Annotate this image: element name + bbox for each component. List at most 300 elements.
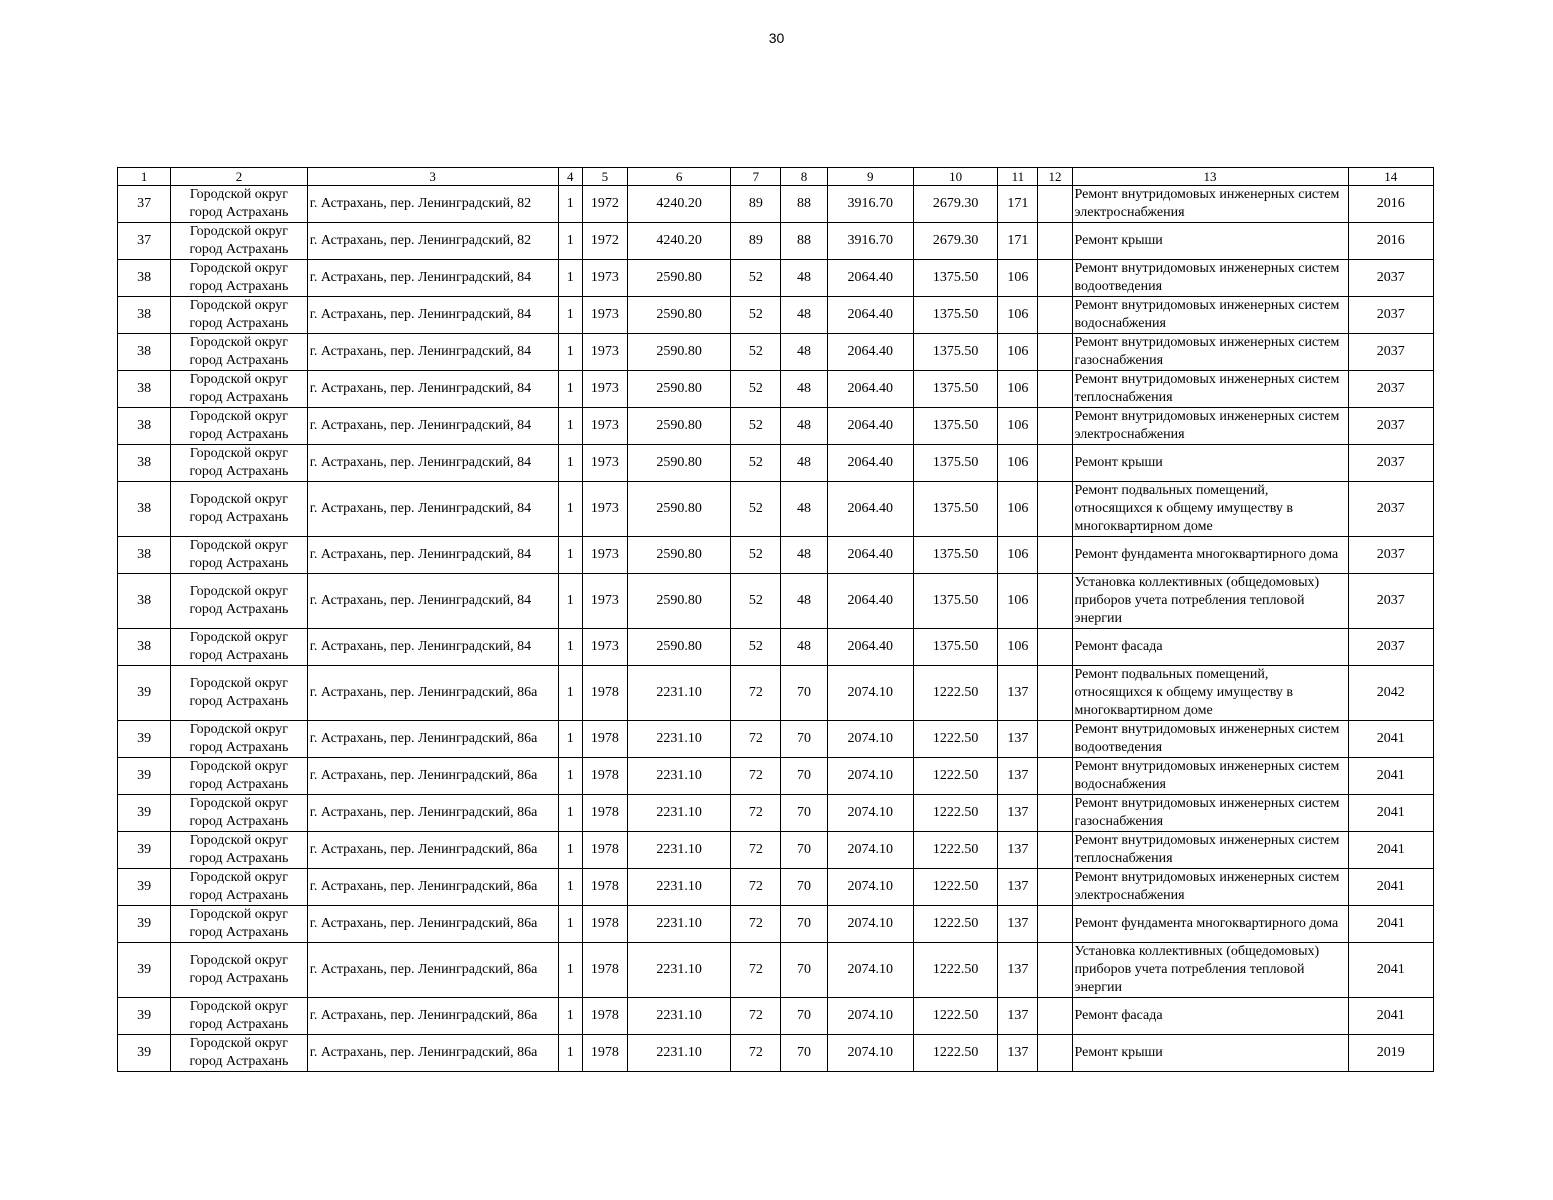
cell-col11: 106 xyxy=(998,445,1038,482)
cell-year-built: 1978 xyxy=(582,795,627,832)
cell-row-number: 38 xyxy=(118,537,171,574)
cell-municipality: Городской округ город Астрахань xyxy=(171,297,308,334)
cell-col10: 1375.50 xyxy=(913,445,997,482)
cell-row-number: 39 xyxy=(118,721,171,758)
cell-total-area: 2231.10 xyxy=(627,1035,730,1072)
cell-col8: 48 xyxy=(781,371,827,408)
cell-col10: 1222.50 xyxy=(913,666,997,721)
cell-address: г. Астрахань, пер. Ленинградский, 86а xyxy=(307,998,558,1035)
cell-col9: 2074.10 xyxy=(827,869,913,906)
table-row xyxy=(118,832,1434,869)
cell-col10: 1375.50 xyxy=(913,260,997,297)
cell-col12 xyxy=(1038,869,1072,906)
cell-col11: 106 xyxy=(998,297,1038,334)
cell-municipality: Городской округ город Астрахань xyxy=(171,758,308,795)
cell-col10: 1222.50 xyxy=(913,721,997,758)
cell-year-built: 1973 xyxy=(582,482,627,537)
cell-col11: 106 xyxy=(998,482,1038,537)
cell-total-area: 4240.20 xyxy=(627,186,730,223)
table-body xyxy=(118,186,1434,1072)
cell-col4: 1 xyxy=(558,758,582,795)
cell-col7: 72 xyxy=(731,758,781,795)
cell-col7: 72 xyxy=(731,666,781,721)
cell-work-type: Ремонт подвальных помещений, относящихся к общему имуществу в многоквартирном доме xyxy=(1072,482,1348,537)
cell-col10: 1375.50 xyxy=(913,574,997,629)
cell-col4: 1 xyxy=(558,832,582,869)
cell-total-area: 2231.10 xyxy=(627,832,730,869)
cell-col10: 1375.50 xyxy=(913,408,997,445)
cell-municipality: Городской округ город Астрахань xyxy=(171,482,308,537)
cell-planned-year: 2041 xyxy=(1348,906,1433,943)
cell-col12 xyxy=(1038,408,1072,445)
table-row xyxy=(118,998,1434,1035)
cell-municipality: Городской округ город Астрахань xyxy=(171,445,308,482)
cell-total-area: 2590.80 xyxy=(627,574,730,629)
cell-col7: 52 xyxy=(731,629,781,666)
table-row xyxy=(118,1035,1434,1072)
cell-municipality: Городской округ город Астрахань xyxy=(171,371,308,408)
cell-col9: 2064.40 xyxy=(827,297,913,334)
cell-col9: 2074.10 xyxy=(827,943,913,998)
cell-year-built: 1978 xyxy=(582,998,627,1035)
cell-planned-year: 2041 xyxy=(1348,795,1433,832)
cell-row-number: 38 xyxy=(118,482,171,537)
cell-col10: 1222.50 xyxy=(913,832,997,869)
cell-col11: 106 xyxy=(998,537,1038,574)
cell-planned-year: 2042 xyxy=(1348,666,1433,721)
cell-address: г. Астрахань, пер. Ленинградский, 84 xyxy=(307,574,558,629)
cell-col4: 1 xyxy=(558,445,582,482)
cell-col7: 89 xyxy=(731,186,781,223)
cell-col11: 137 xyxy=(998,943,1038,998)
cell-address: г. Астрахань, пер. Ленинградский, 84 xyxy=(307,445,558,482)
cell-row-number: 39 xyxy=(118,943,171,998)
cell-row-number: 37 xyxy=(118,223,171,260)
table-row xyxy=(118,721,1434,758)
cell-address: г. Астрахань, пер. Ленинградский, 86а xyxy=(307,721,558,758)
cell-total-area: 2590.80 xyxy=(627,408,730,445)
column-header-13: 13 xyxy=(1072,168,1348,186)
cell-col9: 2074.10 xyxy=(827,721,913,758)
cell-col8: 48 xyxy=(781,260,827,297)
cell-municipality: Городской округ город Астрахань xyxy=(171,869,308,906)
cell-work-type: Ремонт крыши xyxy=(1072,1035,1348,1072)
cell-col8: 48 xyxy=(781,334,827,371)
table-row xyxy=(118,537,1434,574)
cell-col7: 52 xyxy=(731,334,781,371)
cell-col7: 52 xyxy=(731,371,781,408)
column-header-11: 11 xyxy=(998,168,1038,186)
cell-col4: 1 xyxy=(558,906,582,943)
cell-work-type: Ремонт крыши xyxy=(1072,445,1348,482)
cell-year-built: 1972 xyxy=(582,186,627,223)
cell-col4: 1 xyxy=(558,334,582,371)
cell-col11: 137 xyxy=(998,906,1038,943)
table-row xyxy=(118,906,1434,943)
cell-address: г. Астрахань, пер. Ленинградский, 86а xyxy=(307,906,558,943)
cell-work-type: Ремонт внутридомовых инженерных систем водоснабжения xyxy=(1072,758,1348,795)
cell-col4: 1 xyxy=(558,371,582,408)
cell-municipality: Городской округ город Астрахань xyxy=(171,666,308,721)
column-header-4: 4 xyxy=(558,168,582,186)
table-row xyxy=(118,869,1434,906)
cell-col8: 48 xyxy=(781,408,827,445)
cell-col11: 137 xyxy=(998,666,1038,721)
cell-address: г. Астрахань, пер. Ленинградский, 82 xyxy=(307,223,558,260)
cell-col7: 72 xyxy=(731,832,781,869)
cell-col10: 1375.50 xyxy=(913,297,997,334)
cell-col8: 48 xyxy=(781,482,827,537)
cell-planned-year: 2041 xyxy=(1348,832,1433,869)
cell-total-area: 2231.10 xyxy=(627,869,730,906)
cell-row-number: 38 xyxy=(118,371,171,408)
cell-col11: 137 xyxy=(998,832,1038,869)
cell-col12 xyxy=(1038,371,1072,408)
cell-work-type: Установка коллективных (общедомовых) приборов учета потребления тепловой энергии xyxy=(1072,574,1348,629)
cell-col10: 1222.50 xyxy=(913,758,997,795)
cell-col9: 2064.40 xyxy=(827,408,913,445)
cell-work-type: Ремонт внутридомовых инженерных систем теплоснабжения xyxy=(1072,832,1348,869)
cell-work-type: Ремонт внутридомовых инженерных систем водоотведения xyxy=(1072,260,1348,297)
cell-col12 xyxy=(1038,795,1072,832)
cell-total-area: 2590.80 xyxy=(627,297,730,334)
cell-year-built: 1978 xyxy=(582,1035,627,1072)
cell-col7: 72 xyxy=(731,869,781,906)
cell-col12 xyxy=(1038,998,1072,1035)
cell-year-built: 1978 xyxy=(582,943,627,998)
cell-col12 xyxy=(1038,758,1072,795)
table-row xyxy=(118,445,1434,482)
cell-year-built: 1973 xyxy=(582,334,627,371)
cell-col8: 70 xyxy=(781,998,827,1035)
cell-col8: 48 xyxy=(781,574,827,629)
cell-col11: 106 xyxy=(998,371,1038,408)
cell-col11: 106 xyxy=(998,408,1038,445)
cell-planned-year: 2041 xyxy=(1348,998,1433,1035)
page-number: 30 xyxy=(768,30,785,46)
cell-col11: 106 xyxy=(998,629,1038,666)
cell-col9: 2064.40 xyxy=(827,334,913,371)
cell-col10: 1375.50 xyxy=(913,629,997,666)
cell-col10: 1375.50 xyxy=(913,371,997,408)
column-header-2: 2 xyxy=(171,168,308,186)
cell-col7: 72 xyxy=(731,998,781,1035)
cell-col12 xyxy=(1038,482,1072,537)
cell-work-type: Ремонт крыши xyxy=(1072,223,1348,260)
cell-col9: 3916.70 xyxy=(827,186,913,223)
cell-col11: 137 xyxy=(998,998,1038,1035)
cell-col12 xyxy=(1038,260,1072,297)
cell-col11: 171 xyxy=(998,186,1038,223)
cell-col12 xyxy=(1038,832,1072,869)
cell-row-number: 39 xyxy=(118,869,171,906)
cell-total-area: 2590.80 xyxy=(627,629,730,666)
cell-address: г. Астрахань, пер. Ленинградский, 84 xyxy=(307,334,558,371)
table-row xyxy=(118,334,1434,371)
cell-col4: 1 xyxy=(558,795,582,832)
cell-address: г. Астрахань, пер. Ленинградский, 86а xyxy=(307,943,558,998)
cell-total-area: 2231.10 xyxy=(627,758,730,795)
cell-col9: 2064.40 xyxy=(827,574,913,629)
cell-col7: 52 xyxy=(731,445,781,482)
cell-municipality: Городской округ город Астрахань xyxy=(171,906,308,943)
cell-address: г. Астрахань, пер. Ленинградский, 84 xyxy=(307,260,558,297)
cell-total-area: 2231.10 xyxy=(627,998,730,1035)
cell-planned-year: 2037 xyxy=(1348,334,1433,371)
cell-col7: 72 xyxy=(731,906,781,943)
table-row xyxy=(118,408,1434,445)
cell-total-area: 2590.80 xyxy=(627,334,730,371)
cell-col10: 1222.50 xyxy=(913,1035,997,1072)
cell-col10: 1375.50 xyxy=(913,537,997,574)
cell-year-built: 1978 xyxy=(582,758,627,795)
column-header-14: 14 xyxy=(1348,168,1433,186)
cell-col7: 52 xyxy=(731,260,781,297)
cell-total-area: 2231.10 xyxy=(627,666,730,721)
cell-col8: 70 xyxy=(781,906,827,943)
cell-municipality: Городской округ город Астрахань xyxy=(171,223,308,260)
cell-col4: 1 xyxy=(558,482,582,537)
cell-municipality: Городской округ город Астрахань xyxy=(171,1035,308,1072)
cell-municipality: Городской округ город Астрахань xyxy=(171,186,308,223)
cell-col4: 1 xyxy=(558,869,582,906)
cell-col9: 2074.10 xyxy=(827,906,913,943)
cell-municipality: Городской округ город Астрахань xyxy=(171,943,308,998)
cell-col9: 2074.10 xyxy=(827,1035,913,1072)
cell-col12 xyxy=(1038,906,1072,943)
cell-planned-year: 2037 xyxy=(1348,537,1433,574)
cell-planned-year: 2037 xyxy=(1348,574,1433,629)
cell-address: г. Астрахань, пер. Ленинградский, 84 xyxy=(307,408,558,445)
cell-work-type: Ремонт внутридомовых инженерных систем теплоснабжения xyxy=(1072,371,1348,408)
cell-col8: 70 xyxy=(781,832,827,869)
cell-col11: 106 xyxy=(998,260,1038,297)
cell-year-built: 1978 xyxy=(582,666,627,721)
cell-col10: 1375.50 xyxy=(913,482,997,537)
table-row xyxy=(118,297,1434,334)
cell-col9: 2074.10 xyxy=(827,758,913,795)
cell-col4: 1 xyxy=(558,223,582,260)
cell-planned-year: 2041 xyxy=(1348,943,1433,998)
cell-work-type: Ремонт внутридомовых инженерных систем электроснабжения xyxy=(1072,186,1348,223)
cell-year-built: 1973 xyxy=(582,371,627,408)
cell-municipality: Городской округ город Астрахань xyxy=(171,795,308,832)
table-row xyxy=(118,260,1434,297)
cell-col8: 70 xyxy=(781,758,827,795)
cell-col11: 137 xyxy=(998,869,1038,906)
cell-col10: 1375.50 xyxy=(913,334,997,371)
cell-col10: 1222.50 xyxy=(913,943,997,998)
cell-col8: 88 xyxy=(781,186,827,223)
cell-planned-year: 2037 xyxy=(1348,629,1433,666)
cell-col4: 1 xyxy=(558,943,582,998)
table-row xyxy=(118,186,1434,223)
cell-total-area: 2590.80 xyxy=(627,482,730,537)
cell-col12 xyxy=(1038,943,1072,998)
cell-col11: 137 xyxy=(998,1035,1038,1072)
cell-col4: 1 xyxy=(558,998,582,1035)
cell-work-type: Ремонт внутридомовых инженерных систем электроснабжения xyxy=(1072,408,1348,445)
cell-row-number: 39 xyxy=(118,832,171,869)
cell-year-built: 1973 xyxy=(582,297,627,334)
cell-col4: 1 xyxy=(558,408,582,445)
cell-year-built: 1973 xyxy=(582,629,627,666)
cell-address: г. Астрахань, пер. Ленинградский, 84 xyxy=(307,482,558,537)
cell-col11: 137 xyxy=(998,795,1038,832)
cell-col12 xyxy=(1038,574,1072,629)
cell-work-type: Ремонт внутридомовых инженерных систем электроснабжения xyxy=(1072,869,1348,906)
cell-row-number: 38 xyxy=(118,334,171,371)
cell-col12 xyxy=(1038,334,1072,371)
cell-year-built: 1973 xyxy=(582,408,627,445)
cell-col8: 48 xyxy=(781,537,827,574)
cell-col4: 1 xyxy=(558,260,582,297)
cell-total-area: 2590.80 xyxy=(627,537,730,574)
cell-col10: 2679.30 xyxy=(913,223,997,260)
table-row xyxy=(118,629,1434,666)
cell-address: г. Астрахань, пер. Ленинградский, 86а xyxy=(307,666,558,721)
cell-planned-year: 2037 xyxy=(1348,297,1433,334)
cell-year-built: 1973 xyxy=(582,445,627,482)
cell-col8: 48 xyxy=(781,445,827,482)
cell-row-number: 39 xyxy=(118,998,171,1035)
cell-col9: 2064.40 xyxy=(827,482,913,537)
cell-row-number: 38 xyxy=(118,574,171,629)
cell-col10: 1222.50 xyxy=(913,906,997,943)
column-header-5: 5 xyxy=(582,168,627,186)
cell-col9: 2064.40 xyxy=(827,445,913,482)
cell-col12 xyxy=(1038,223,1072,260)
cell-planned-year: 2037 xyxy=(1348,445,1433,482)
cell-col9: 2074.10 xyxy=(827,795,913,832)
cell-work-type: Ремонт фасада xyxy=(1072,629,1348,666)
cell-col12 xyxy=(1038,186,1072,223)
cell-row-number: 39 xyxy=(118,666,171,721)
cell-address: г. Астрахань, пер. Ленинградский, 84 xyxy=(307,297,558,334)
cell-municipality: Городской округ город Астрахань xyxy=(171,408,308,445)
column-header-7: 7 xyxy=(731,168,781,186)
cell-row-number: 38 xyxy=(118,260,171,297)
cell-planned-year: 2016 xyxy=(1348,186,1433,223)
cell-col10: 2679.30 xyxy=(913,186,997,223)
cell-row-number: 39 xyxy=(118,758,171,795)
table-row xyxy=(118,371,1434,408)
cell-col8: 70 xyxy=(781,795,827,832)
cell-address: г. Астрахань, пер. Ленинградский, 84 xyxy=(307,371,558,408)
cell-col11: 171 xyxy=(998,223,1038,260)
table-row xyxy=(118,943,1434,998)
cell-col7: 52 xyxy=(731,537,781,574)
cell-col12 xyxy=(1038,629,1072,666)
cell-address: г. Астрахань, пер. Ленинградский, 84 xyxy=(307,537,558,574)
cell-row-number: 38 xyxy=(118,408,171,445)
cell-col8: 88 xyxy=(781,223,827,260)
cell-year-built: 1973 xyxy=(582,537,627,574)
cell-address: г. Астрахань, пер. Ленинградский, 86а xyxy=(307,795,558,832)
cell-col10: 1222.50 xyxy=(913,998,997,1035)
cell-planned-year: 2016 xyxy=(1348,223,1433,260)
table-row xyxy=(118,666,1434,721)
cell-address: г. Астрахань, пер. Ленинградский, 82 xyxy=(307,186,558,223)
cell-col7: 89 xyxy=(731,223,781,260)
cell-col4: 1 xyxy=(558,574,582,629)
cell-municipality: Городской округ город Астрахань xyxy=(171,260,308,297)
cell-planned-year: 2037 xyxy=(1348,482,1433,537)
cell-col12 xyxy=(1038,1035,1072,1072)
table-row xyxy=(118,223,1434,260)
cell-col9: 2064.40 xyxy=(827,629,913,666)
cell-col9: 2064.40 xyxy=(827,537,913,574)
cell-col7: 72 xyxy=(731,795,781,832)
column-header-1: 1 xyxy=(118,168,171,186)
cell-year-built: 1978 xyxy=(582,906,627,943)
cell-planned-year: 2041 xyxy=(1348,869,1433,906)
table-row xyxy=(118,482,1434,537)
cell-address: г. Астрахань, пер. Ленинградский, 86а xyxy=(307,758,558,795)
cell-col7: 72 xyxy=(731,721,781,758)
cell-col7: 52 xyxy=(731,297,781,334)
cell-address: г. Астрахань, пер. Ленинградский, 84 xyxy=(307,629,558,666)
cell-municipality: Городской округ город Астрахань xyxy=(171,629,308,666)
cell-row-number: 38 xyxy=(118,297,171,334)
cell-total-area: 2590.80 xyxy=(627,371,730,408)
cell-municipality: Городской округ город Астрахань xyxy=(171,537,308,574)
cell-col12 xyxy=(1038,297,1072,334)
table-row xyxy=(118,758,1434,795)
cell-work-type: Ремонт фасада xyxy=(1072,998,1348,1035)
cell-col4: 1 xyxy=(558,1035,582,1072)
cell-row-number: 38 xyxy=(118,445,171,482)
cell-planned-year: 2041 xyxy=(1348,721,1433,758)
cell-planned-year: 2019 xyxy=(1348,1035,1433,1072)
cell-col7: 72 xyxy=(731,943,781,998)
cell-col9: 2064.40 xyxy=(827,260,913,297)
column-header-3: 3 xyxy=(307,168,558,186)
cell-work-type: Ремонт внутридомовых инженерных систем водоотведения xyxy=(1072,721,1348,758)
cell-municipality: Городской округ город Астрахань xyxy=(171,334,308,371)
column-header-10: 10 xyxy=(913,168,997,186)
cell-year-built: 1973 xyxy=(582,260,627,297)
cell-col8: 70 xyxy=(781,1035,827,1072)
cell-col10: 1222.50 xyxy=(913,869,997,906)
cell-col9: 2074.10 xyxy=(827,998,913,1035)
header-row xyxy=(118,168,1434,186)
cell-col4: 1 xyxy=(558,297,582,334)
cell-address: г. Астрахань, пер. Ленинградский, 86а xyxy=(307,1035,558,1072)
cell-planned-year: 2041 xyxy=(1348,758,1433,795)
column-header-9: 9 xyxy=(827,168,913,186)
cell-address: г. Астрахань, пер. Ленинградский, 86а xyxy=(307,832,558,869)
column-header-6: 6 xyxy=(627,168,730,186)
cell-row-number: 39 xyxy=(118,906,171,943)
cell-col11: 137 xyxy=(998,758,1038,795)
cell-total-area: 2590.80 xyxy=(627,445,730,482)
cell-col10: 1222.50 xyxy=(913,795,997,832)
cell-col4: 1 xyxy=(558,666,582,721)
cell-row-number: 39 xyxy=(118,795,171,832)
column-header-12: 12 xyxy=(1038,168,1072,186)
cell-planned-year: 2037 xyxy=(1348,260,1433,297)
cell-col8: 48 xyxy=(781,629,827,666)
cell-total-area: 2231.10 xyxy=(627,795,730,832)
cell-col4: 1 xyxy=(558,721,582,758)
cell-work-type: Ремонт подвальных помещений, относящихся к общему имуществу в многоквартирном доме xyxy=(1072,666,1348,721)
cell-municipality: Городской округ город Астрахань xyxy=(171,998,308,1035)
cell-col12 xyxy=(1038,537,1072,574)
cell-col7: 52 xyxy=(731,482,781,537)
cell-col11: 137 xyxy=(998,721,1038,758)
cell-total-area: 2231.10 xyxy=(627,721,730,758)
